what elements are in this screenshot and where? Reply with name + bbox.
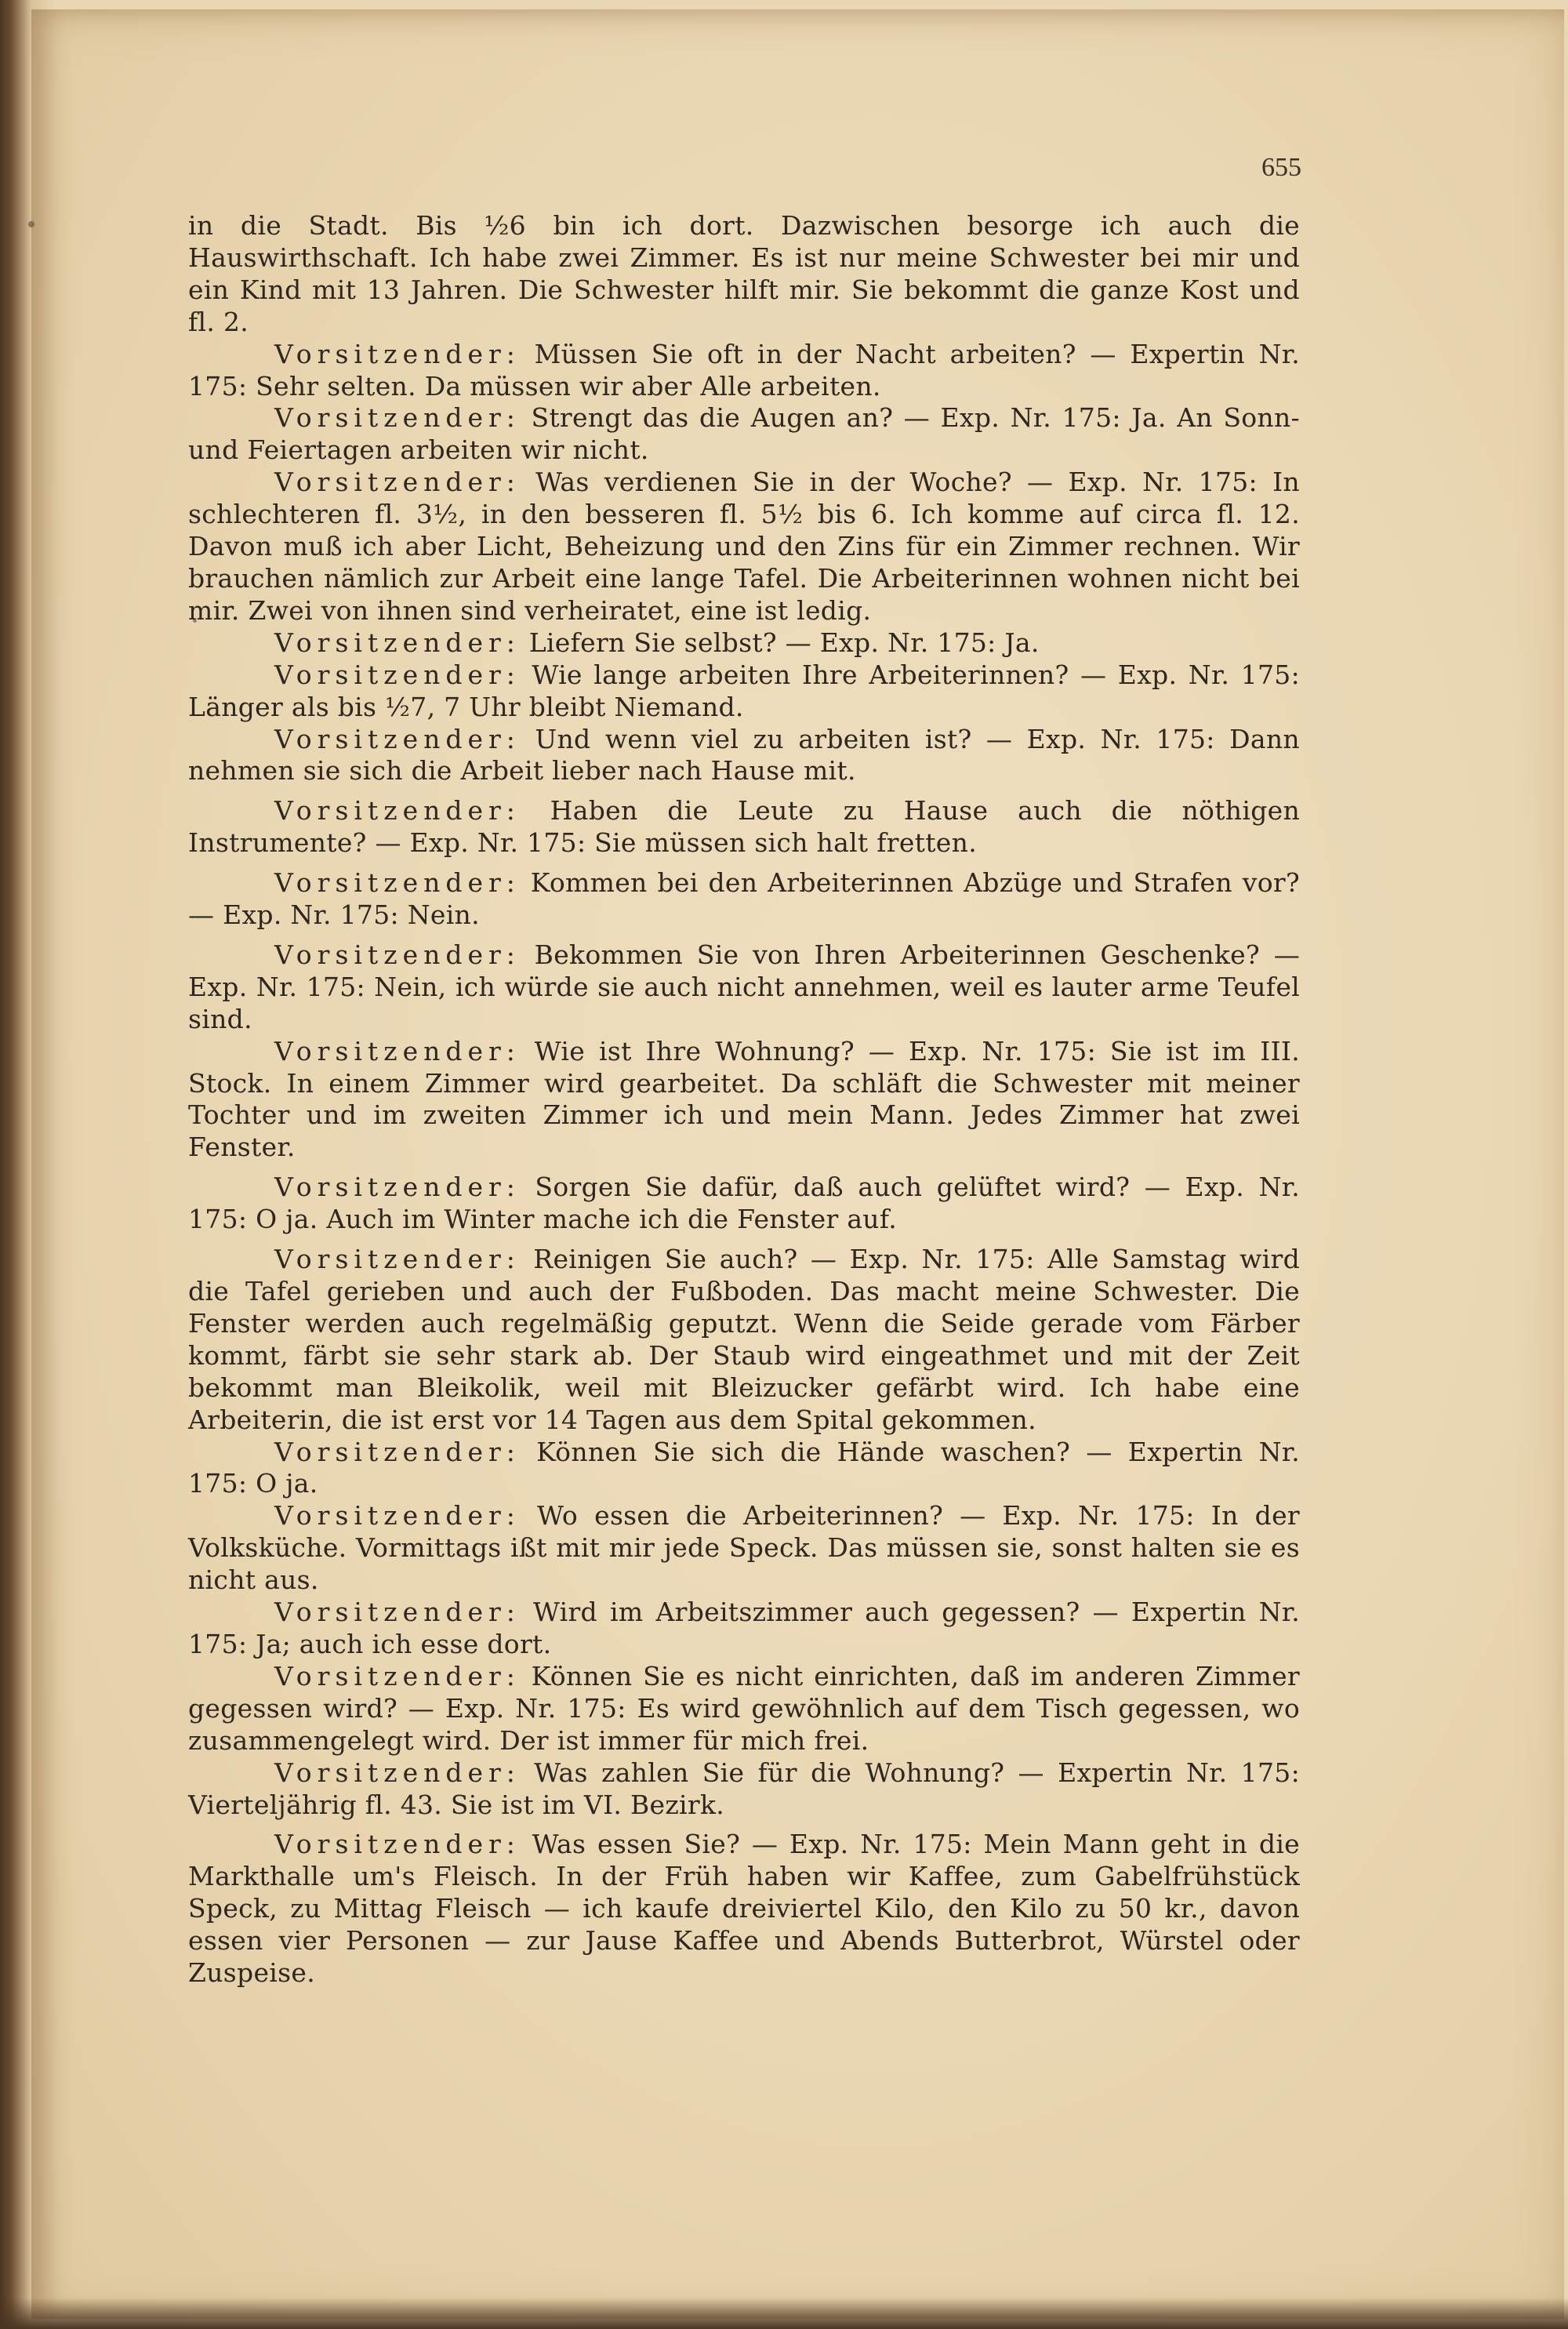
paragraph [188, 939, 1300, 1036]
paragraph-text: Und wenn viel zu arbeiten ist? — Exp. Nr. 175: Dann nehmen sie sich die Arbeit lieber nach Hause mit. [188, 723, 1300, 787]
paragraph-text: Wie lange arbeiten Ihre Arbeiterinnen? — Exp. Nr. 175: Länger als bis ½7, 7 Uhr bleibt Niemand. [188, 659, 1300, 722]
paragraph [188, 1757, 1300, 1822]
paragraph-text: Bekommen Sie von Ihren Arbeiterinnen Geschenke? — Exp. Nr. 175: Nein, ich würde sie auch nicht annehmen, weil es lauter arme Teufel sind. [188, 939, 1300, 1034]
paragraph-text: Was essen Sie? — Exp. Nr. 175: Mein Mann geht in die Markthalle um's Fleisch. In der Früh haben wir Kaffee, zum Gabelfrühstück Speck, zu Mittag Fleisch — ich kaufe dreiviertel Kilo, den Kilo zu 50 kr., davon essen vier Personen — zur Jause Kaffee und Abends Butterbrot, Würstel oder Zuspeise. [188, 1829, 1300, 1989]
paragraph-text: Strengt das die Augen an? — Exp. Nr. 175: Ja. An Sonn- und Feiertagen arbeiten wir nicht. [188, 402, 1300, 466]
paragraph [188, 724, 1300, 788]
paragraph [188, 627, 1300, 659]
speaker-label: Vorsitzender: [274, 795, 521, 827]
speaker-label: Vorsitzender: [274, 1035, 521, 1066]
paragraph [188, 1036, 1300, 1164]
speaker-label: Vorsitzender: [274, 723, 521, 754]
paragraph-text: Haben die Leute zu Hause auch die nöthigen Instrumente? — Exp. Nr. 175: Sie müssen sich halt fretten. [188, 795, 1300, 859]
bottom-edge-shadow [0, 2298, 1568, 2329]
paragraph [188, 867, 1300, 932]
paragraph-text: Müssen Sie oft in der Nacht arbeiten? — Expertin Nr. 175: Sehr selten. Da müssen wir aber Alle arbeiten. [188, 338, 1300, 401]
paragraph-text: Kommen bei den Arbeiterinnen Abzüge und Strafen vor? — Exp. Nr. 175: Nein. [188, 867, 1300, 931]
speaker-label: Vorsitzender: [274, 1436, 521, 1467]
speaker-label: Vorsitzender: [274, 659, 521, 690]
speaker-label: Vorsitzender: [274, 1829, 521, 1860]
paragraph [188, 402, 1300, 467]
paragraph [188, 659, 1300, 724]
paragraph-text: in die Stadt. Bis ½6 bin ich dort. Dazwischen besorge ich auch die Hauswirthschaft. Ich habe zwei Zimmer. Es ist nur meine Schwester bei mir und ein Kind mit 13 Jahren. Die Schwester hilft mir. Sie bekommt die ganze Kost und fl. 2. [188, 210, 1300, 337]
speaker-label: Vorsitzender: [274, 1500, 521, 1531]
speaker-label: Vorsitzender: [274, 1244, 521, 1275]
paragraph [188, 795, 1300, 859]
speaker-label: Vorsitzender: [274, 627, 521, 658]
paragraph-text: Sorgen Sie dafür, daß auch gelüftet wird? — Exp. Nr. 175: O ja. Auch im Winter mache ich die Fenster auf. [188, 1172, 1300, 1235]
paragraph [188, 1244, 1300, 1436]
paragraph [188, 1829, 1300, 1989]
paragraph-text: Reinigen Sie auch? — Exp. Nr. 175: Alle Samstag wird die Tafel gerieben und auch der Fußboden. Das macht meine Schwester. Die Fenster werden auch regelmäßig geputzt. Wenn die Seide gerade vom Färber kommt, färbt sie sehr stark ab. Der Staub wird eingeathmet und mit der Zeit bekommt man Bleikolik, weil mit Bleizucker gefärbt wird. Ich habe eine Arbeiterin, die ist erst vor 14 Tagen aus dem Spital gekommen. [188, 1244, 1300, 1435]
speaker-label: Vorsitzender: [274, 467, 521, 498]
speaker-label: Vorsitzender: [274, 939, 521, 970]
speaker-label: Vorsitzender: [274, 867, 521, 899]
speaker-label: Vorsitzender: [274, 402, 521, 434]
paragraph-text: Wie ist Ihre Wohnung? — Exp. Nr. 175: Sie ist im III. Stock. In einem Zimmer wird gearbeitet. Da schläft die Schwester mit meiner Tochter und im zweiten Zimmer ich und mein Mann. Jedes Zimmer hat zwei Fenster. [188, 1035, 1300, 1163]
paragraph-text: Wo essen die Arbeiterinnen? — Exp. Nr. 175: In der Volksküche. Vormittags ißt mit mir jede Speck. Das müssen sie, sonst halten sie es nicht aus. [188, 1500, 1300, 1596]
speaker-label: Vorsitzender: [274, 1597, 521, 1628]
body-text [188, 210, 1300, 1989]
paragraph [188, 1597, 1300, 1661]
paragraph [188, 1437, 1300, 1501]
margin-speck [28, 221, 34, 227]
speaker-label: Vorsitzender: [274, 338, 521, 369]
paragraph-text: Liefern Sie selbst? — Exp. Nr. 175: Ja. [520, 627, 1040, 658]
paragraph [188, 1661, 1300, 1757]
paragraph [188, 1500, 1300, 1597]
speaker-label: Vorsitzender: [274, 1660, 521, 1691]
page-number: 655 [1261, 153, 1301, 182]
paragraph [188, 339, 1300, 403]
paragraph [188, 1172, 1300, 1236]
speaker-label: Vorsitzender: [274, 1757, 521, 1788]
paragraph-text: Was zahlen Sie für die Wohnung? — Expertin Nr. 175: Vierteljährig fl. 43. Sie ist im VI. Bezirk. [188, 1757, 1300, 1820]
paragraph [188, 467, 1300, 627]
paragraph-text: Können Sie es nicht einrichten, daß im anderen Zimmer gegessen wird? — Exp. Nr. 175: Es wird gewöhnlich auf dem Tisch gegessen, wo zusammengelegt wird. Der ist immer für mich frei. [188, 1660, 1300, 1756]
paragraph-text: Was verdienen Sie in der Woche? — Exp. Nr. 175: In schlechteren fl. 3½, in den besseren fl. 5½ bis 6. Ich komme auf circa fl. 12. Davon muß ich aber Licht, Beheizung und den Zins für ein Zimmer rechnen. Wir brauchen nämlich zur Arbeit eine lange Tafel. Die Arbeiterinnen wohnen nicht bei mir. Zwei von ihnen sind verheiratet, eine ist ledig. [188, 467, 1300, 626]
paragraph-text: Wird im Arbeitszimmer auch gegessen? — Expertin Nr. 175: Ja; auch ich esse dort. [188, 1597, 1300, 1659]
paragraph [188, 210, 1300, 339]
paragraph-text: Können Sie sich die Hände waschen? — Expertin Nr. 175: O ja. [188, 1436, 1300, 1499]
speaker-label: Vorsitzender: [274, 1172, 521, 1203]
